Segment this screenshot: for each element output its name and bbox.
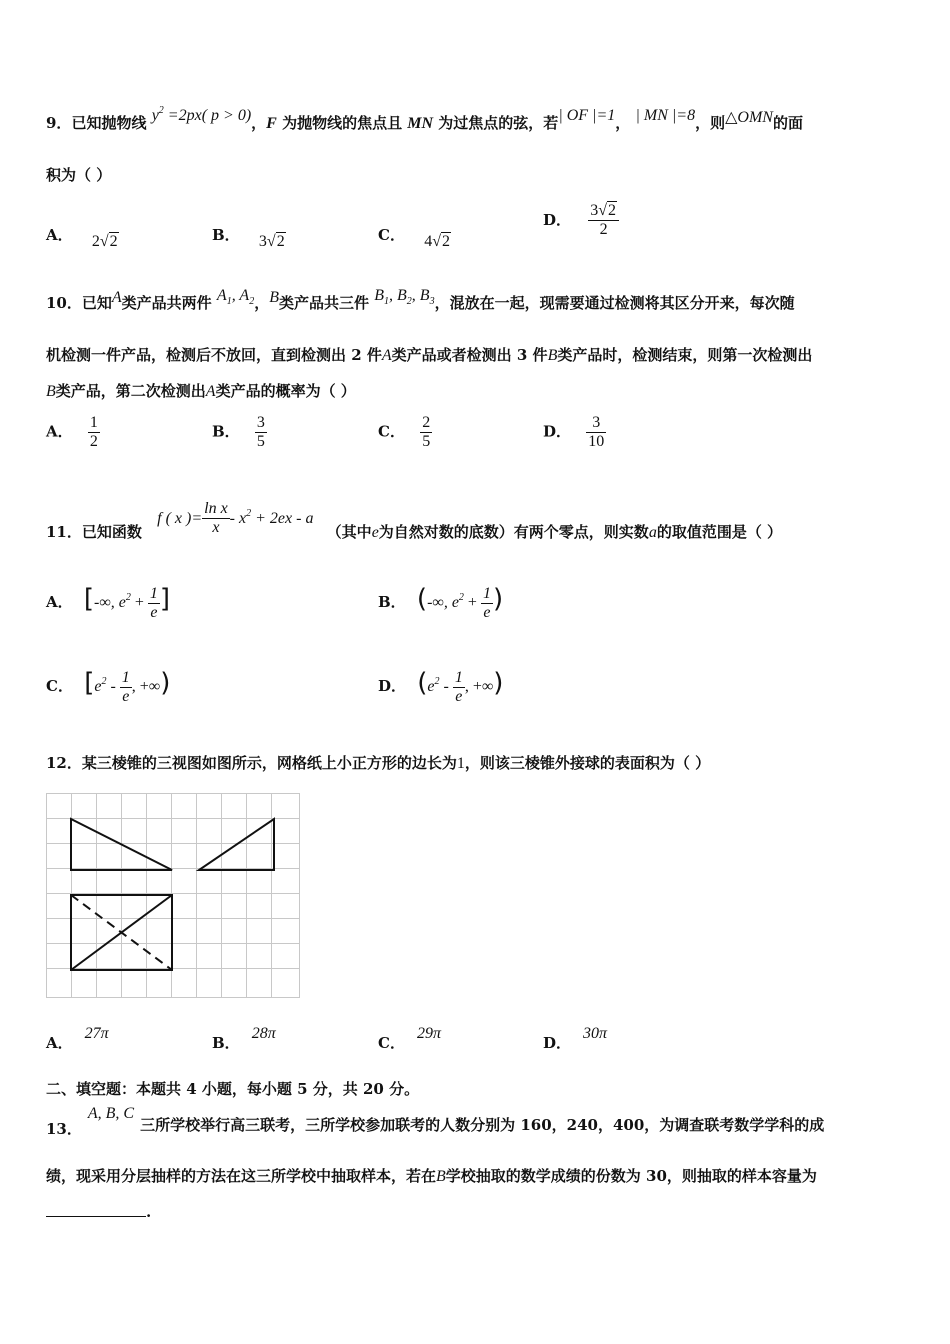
three-view-figure [46, 793, 302, 999]
mn-length: | MN |=8 [635, 107, 696, 124]
q10-option-c[interactable]: C． $\frac{2}{5}$ [378, 414, 431, 450]
q9-option-c[interactable]: C． 4√2 [378, 226, 450, 250]
question-13-line2: 绩，现采用分层抽样的方法在这三所学校中抽取样本，若在B学校抽取的数学成绩的份数为 30，则抽取的样本容量为 [46, 1167, 817, 1185]
question-9-line1: 9．已知抛物线 $y^2 =2px$( p > 0)，F 为抛物线的焦点且 MN 为过焦点的弦，若| OF |=1， | MN |=8，则△OMN的面 [46, 105, 803, 132]
of-length: | OF |=1 [558, 107, 616, 124]
parabola-equation: $y^2 =2px$( p > 0) [151, 105, 252, 124]
q12-option-b[interactable]: B．28π [212, 1025, 276, 1052]
q9-option-a[interactable]: A． 2√2 [46, 226, 118, 250]
question-9-line2: 积为（ ） [46, 166, 112, 184]
triangle-omn: △OMN [725, 109, 773, 126]
question-13-line1: 13．A, B, C三所学校举行高三联考，三所学校参加联考的人数分别为 160，240，400，为调查联考数学学科的成 [46, 1105, 825, 1138]
question-10-line3: B类产品，第二次检测出A类产品的概率为（ ） [46, 382, 356, 400]
question-10-line2: 机检测一件产品，检测后不放回，直到检测出 2 件A类产品或者检测出 3 件B类产品时，检测结束，则第一次检测出 [46, 346, 813, 364]
question-11: 11．已知函数 f ( x )= $\frac{\text{ln x}}{x}$ - $x^2 + 2ex - a$ （其中e为自然对数的底数）有两个零点，则实数a的取值范围是（ ） [46, 500, 783, 541]
q12-option-a[interactable]: A．27π [46, 1025, 109, 1052]
q10-option-b[interactable]: B． $\frac{3}{5}$ [212, 414, 265, 450]
question-12: 12．某三棱锥的三视图如图所示，网格纸上小正方形的边长为1，则该三棱锥外接球的表面积为（ ） [46, 754, 711, 772]
question-13-answer-blank[interactable]: . [46, 1203, 151, 1221]
section-2-heading: 二、填空题：本题共 4 小题，每小题 5 分，共 20 分。 [46, 1080, 420, 1098]
q10-option-a[interactable]: A． $\frac{1}{2}$ [46, 414, 98, 450]
side-view-triangle [199, 819, 274, 870]
q12-option-c[interactable]: C．29π [378, 1025, 441, 1052]
q9-option-d[interactable]: D． $\frac{3√2}{2}$ [543, 202, 619, 239]
q11-option-b[interactable]: B． (-∞, $e^2$ + $\frac{1}{e}$ ) [378, 584, 504, 621]
q10-option-d[interactable]: D． $\frac{3}{10}$ [543, 414, 605, 450]
q11-option-c[interactable]: C． [$e^2$ - $\frac{1}{e}$ , +∞) [46, 668, 171, 705]
question-10-line1: 10．已知A类产品共两件 $A_1$, $A_2$，B类产品共三件 $B_1$, $B_2$, $B_3$，混放在一起，现需要通过检测将其区分开来，每次随 [46, 287, 795, 312]
q11-option-d[interactable]: D． ($e^2$ - $\frac{1}{e}$ , +∞) [378, 668, 504, 705]
q9-option-b[interactable]: B． 3√2 [212, 226, 285, 250]
q12-option-d[interactable]: D．30π [543, 1025, 608, 1052]
q11-option-a[interactable]: A． [-∞, $e^2$ + $\frac{1}{e}$ ] [46, 584, 171, 621]
